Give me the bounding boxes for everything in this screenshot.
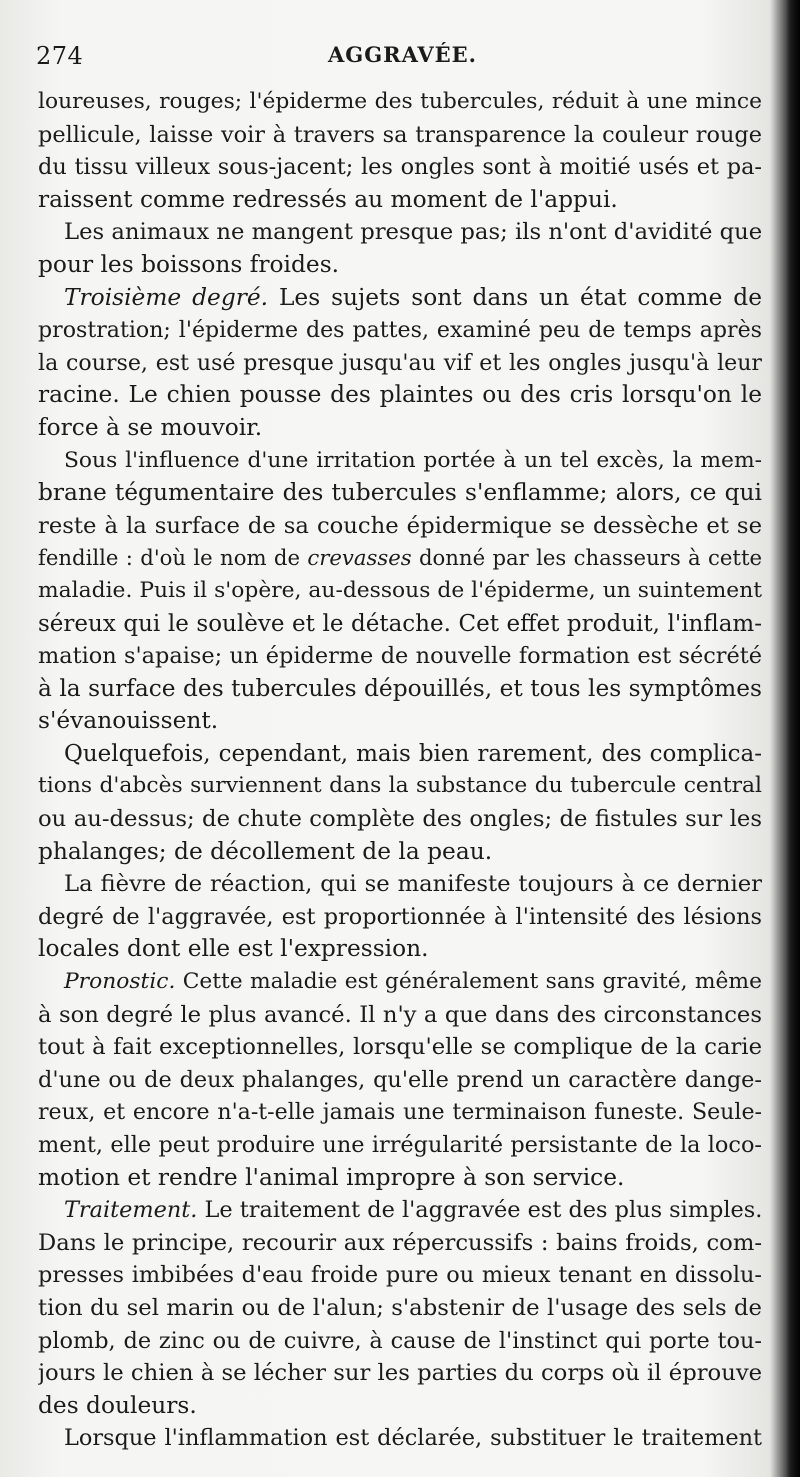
text-line-lead: fendille : d'où le nom de	[38, 545, 308, 571]
text-line	[38, 347, 762, 380]
text-line-content: force à se mouvoir.	[38, 413, 263, 441]
text-line-content: raissent comme redressés au moment de l'appui.	[38, 185, 618, 213]
text-line-content: reste à la surface de sa couche épidermique se dessèche et se	[38, 512, 762, 539]
text-line	[38, 1357, 762, 1390]
text-line	[38, 608, 762, 641]
text-line-content: maladie. Puis il s'opère, au-dessous de l'épiderme, un suintement	[38, 577, 762, 603]
text-line-content: presses imbibées d'eau froide pure ou mieux tenant en dissolu-	[38, 1262, 762, 1289]
text-line-content: à la surface des tubercules dépouillés, et tous les symptômes	[38, 674, 762, 702]
text-line	[38, 216, 762, 249]
text-line	[38, 1129, 762, 1162]
text-line-content: mation s'apaise; un épiderme de nouvelle formation est sécrété	[38, 643, 762, 670]
text-line-content: Dans le principe, recourir aux répercussifs : bains froids, com-	[38, 1229, 762, 1256]
italic-term: Pronostic.	[64, 969, 176, 995]
text-line-content: tion du sel marin ou de l'alun; s'abstenir de l'usage des sels de	[38, 1294, 762, 1321]
text-line	[38, 542, 762, 575]
text-line-content: d'une ou de deux phalanges, qu'elle prend un caractère dange-	[38, 1066, 762, 1093]
italic-term: crevasses	[307, 545, 412, 571]
text-line-content: des douleurs.	[38, 1391, 197, 1419]
text-line-content: brane tégumentaire des tubercules s'enflamme; alors, ce qui	[38, 479, 762, 507]
text-line	[38, 575, 762, 608]
text-line-content: ment, elle peut produire une irrégularité persistante de la loco-	[38, 1132, 762, 1158]
text-line-content: Lorsque l'inflammation est déclarée, substituer le traitement	[64, 1425, 762, 1452]
text-line	[38, 999, 762, 1032]
text-line	[38, 738, 762, 771]
text-line-content: phalanges; de décollement de la peau.	[38, 837, 493, 865]
text-line-content: s'évanouissent.	[38, 707, 219, 735]
text-line	[38, 1422, 762, 1455]
text-line	[38, 314, 762, 347]
text-line-content: loureuses, rouges; l'épiderme des tubercules, réduit à une mince	[38, 89, 762, 114]
text-line-content: ou au-dessus; de chute complète des ongles; de fistules sur les	[38, 806, 762, 833]
text-line-content: Sous l'influence d'une irritation portée à un tel excès, la mem-	[64, 447, 762, 473]
text-line	[38, 477, 762, 510]
text-line	[38, 119, 762, 152]
running-title: AGGRAVÉE.	[328, 42, 477, 67]
text-line	[38, 86, 762, 119]
text-line-content: Quelquefois, cependant, mais bien rarement, des complica-	[64, 740, 762, 767]
page-number: 274	[36, 42, 84, 70]
text-line	[38, 901, 762, 934]
text-line-content: locales dont elle est l'expression.	[38, 935, 429, 963]
text-line-content: donné par les chasseurs à cette	[411, 545, 762, 571]
text-line-content: motion et rendre l'animal impropre à son service.	[38, 1163, 625, 1191]
italic-term: Troisième degré.	[64, 283, 269, 311]
text-line-content: racine. Le chien pousse des plaintes ou des cris lorsqu'on le	[38, 381, 762, 409]
text-line-content: prostration; l'épiderme des pattes, examiné peu de temps après	[38, 317, 762, 344]
text-line	[38, 803, 762, 836]
text-line-content: jours le chien à se lécher sur les parties du corps où il éprouve	[38, 1360, 762, 1387]
text-line	[38, 1227, 762, 1260]
text-line	[38, 151, 762, 184]
text-line	[38, 510, 762, 543]
text-line-content: la course, est usé presque jusqu'au vif et les ongles jusqu'à leur	[38, 349, 762, 376]
text-line	[38, 966, 762, 999]
text-line-content: du tissu villeux sous-jacent; les ongles sont à moitié usés et pa-	[38, 154, 762, 181]
italic-term: Traitement.	[64, 1197, 198, 1224]
text-line	[38, 249, 762, 282]
text-line-content: Les sujets sont dans un état comme de	[268, 283, 762, 311]
text-line-content: Les animaux ne mangent presque pas; ils n'ont d'avidité que	[64, 219, 762, 246]
text-line	[38, 1390, 762, 1423]
text-line-content: à son degré le plus avancé. Il n'y a que dans des circonstances	[38, 1001, 762, 1028]
text-line	[38, 1064, 762, 1097]
text-line	[38, 933, 762, 966]
text-line	[38, 705, 762, 738]
text-line	[38, 1259, 762, 1292]
text-line	[38, 836, 762, 869]
text-line	[38, 1162, 762, 1195]
text-line-content: pour les boissons froides.	[38, 250, 340, 278]
text-line	[38, 1325, 762, 1358]
text-line-content: Le traitement de l'aggravée est des plus simples.	[197, 1197, 762, 1224]
text-line-content: séreux qui le soulève et le détache. Cet effet produit, l'inflam-	[38, 610, 762, 637]
text-line	[38, 184, 762, 217]
text-line-content: pellicule, laisse voir à travers sa transparence la couleur rouge	[38, 121, 762, 148]
text-line	[38, 770, 762, 803]
text-line-content: plomb, de zinc ou de cuivre, à cause de l'instinct qui porte tou-	[38, 1327, 762, 1354]
text-line	[38, 282, 762, 315]
page-header	[36, 38, 756, 74]
text-line	[38, 412, 762, 445]
text-line-content: tions d'abcès surviennent dans la substance du tubercule central	[38, 773, 762, 799]
text-line-content: La fièvre de réaction, qui se manifeste toujours à ce dernier	[64, 871, 762, 898]
text-line	[38, 445, 762, 478]
body-text	[38, 86, 762, 1455]
text-line	[38, 1031, 762, 1064]
text-line-content: degré de l'aggravée, est proportionnée à l'intensité des lésions	[38, 903, 762, 930]
text-line-content: Cette maladie est généralement sans gravité, même	[175, 969, 762, 995]
text-line	[38, 1292, 762, 1325]
text-line	[38, 673, 762, 706]
text-line	[38, 1096, 762, 1129]
text-line-content: tout à fait exceptionnelles, lorsqu'elle se complique de la carie	[38, 1034, 762, 1061]
text-line-content: reux, et encore n'a-t-elle jamais une terminaison funeste. Seule-	[38, 1099, 762, 1126]
text-line	[38, 868, 762, 901]
page-edge-shadow	[786, 0, 800, 1477]
text-line	[38, 1194, 762, 1227]
text-line	[38, 640, 762, 673]
text-line	[38, 379, 762, 412]
